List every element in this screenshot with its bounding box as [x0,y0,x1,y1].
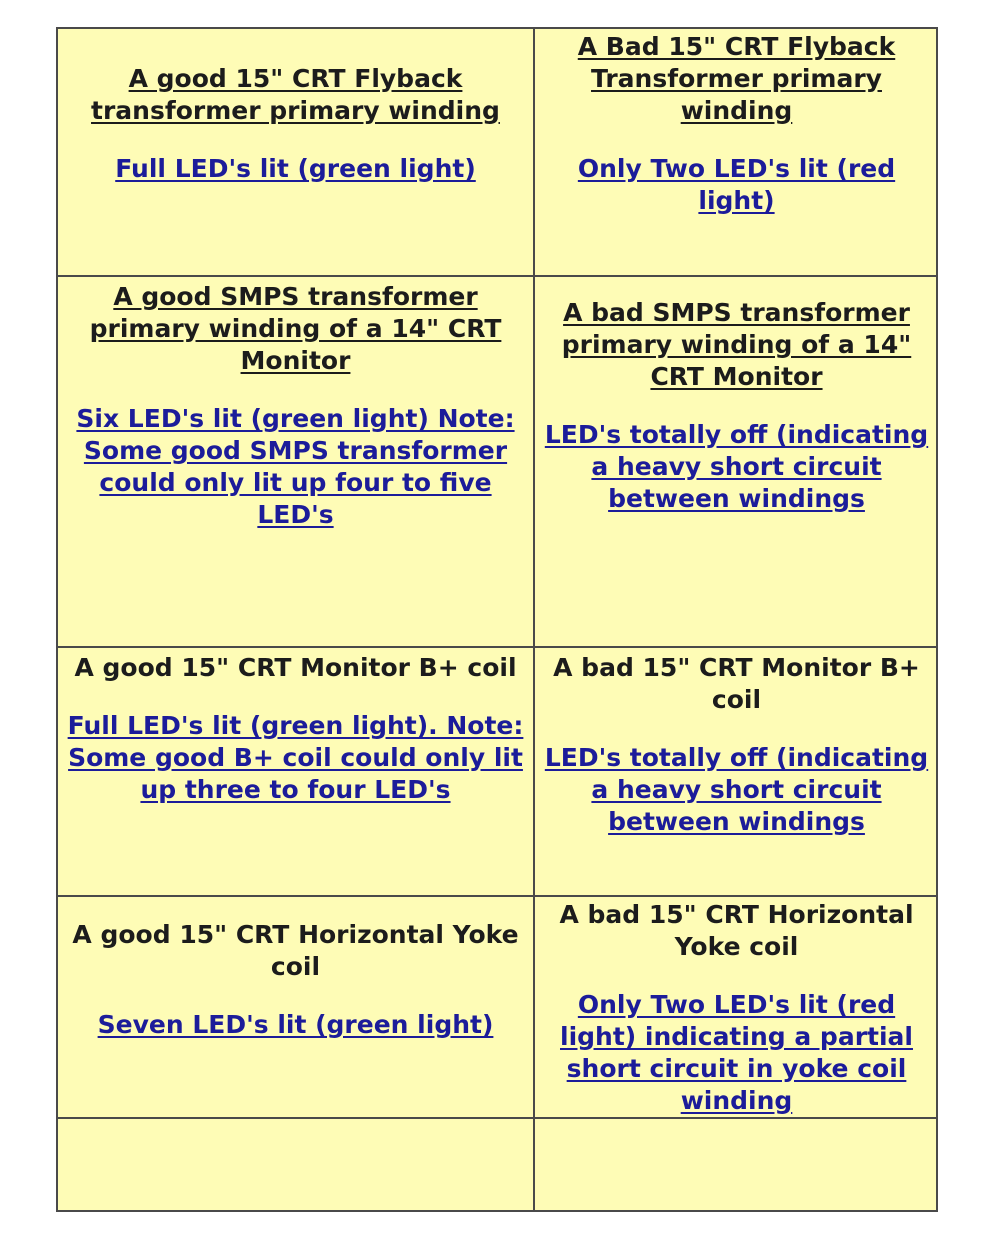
table-cell-bad-flyback [535,31,938,217]
cell-title: A Bad 15" CRT Flyback Transformer primary winding [577,32,896,125]
cell-title: A good 15" CRT Flyback transformer primary winding [91,64,500,125]
row-divider [58,275,936,277]
cell-description-link[interactable]: Only Two LED's lit (red light) [577,154,896,215]
cell-description-link[interactable]: Only Two LED's lit (red light) indicating a partial short circuit in yoke coil winding [560,990,913,1115]
table-cell-empty [58,1119,533,1210]
table-cell-good-smps [58,281,533,531]
table-cell-bad-bplus-coil [535,652,938,838]
row-divider [58,895,936,897]
cell-title: A bad 15" CRT Horizontal Yoke coil [559,900,914,961]
table-cell-bad-smps [535,297,938,515]
cell-description-link[interactable]: LED's totally off (indicating a heavy short circuit between windings [544,743,929,836]
cell-title: A good SMPS transformer primary winding of a 14" CRT Monitor [89,282,502,375]
cell-description-link[interactable]: Full LED's lit (green light) [115,154,476,183]
cell-description-link[interactable]: Full LED's lit (green light). Note: Some good B+ coil could only lit up three to four LED's [67,711,524,804]
cell-title: A good 15" CRT Monitor B+ coil [74,653,517,682]
table-cell-empty [535,1119,938,1210]
cell-title: A bad 15" CRT Monitor B+ coil [553,653,920,714]
cell-title: A good 15" CRT Horizontal Yoke coil [72,920,519,981]
comparison-table [56,27,938,1212]
table-cell-good-flyback [58,63,533,185]
cell-description-link[interactable]: Seven LED's lit (green light) [97,1010,494,1039]
table-cell-good-yoke-coil [58,919,533,1041]
cell-title: A bad SMPS transformer primary winding of a 14" CRT Monitor [561,298,912,391]
table-cell-good-bplus-coil [58,652,533,806]
row-divider [58,646,936,648]
cell-description-link[interactable]: Six LED's lit (green light) Note: Some good SMPS transformer could only lit up four to five LED's [76,404,515,529]
cell-description-link[interactable]: LED's totally off (indicating a heavy short circuit between windings [544,420,929,513]
table-cell-bad-yoke-coil [535,899,938,1117]
